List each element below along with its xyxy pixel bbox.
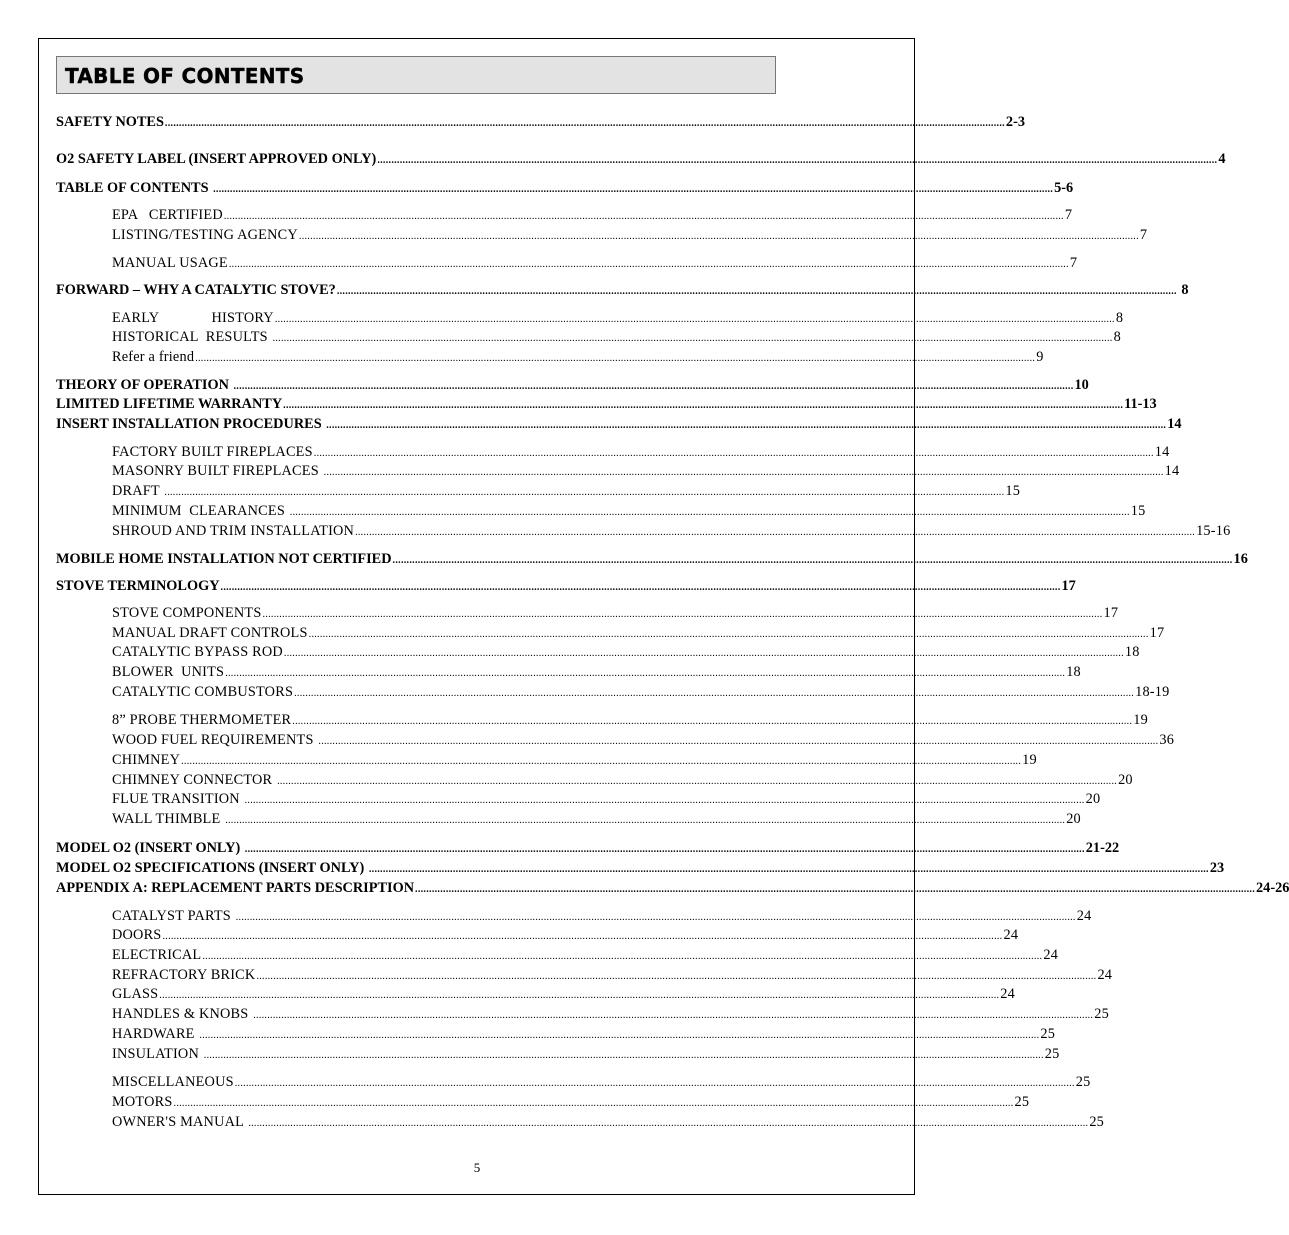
- toc-entry-page: 7: [1139, 227, 1148, 243]
- toc-entry-label: MANUAL DRAFT CONTROLS: [112, 625, 308, 641]
- toc-heading-entry[interactable]: [56, 377, 1089, 394]
- toc-dot-leader: ............................................................................................................................................................................................................................................................................................................: [274, 314, 1115, 325]
- toc-heading-entry[interactable]: [56, 151, 1226, 168]
- toc-entry-page: 15: [1130, 503, 1146, 519]
- toc-entry-page: 19: [1133, 712, 1148, 728]
- toc-sub-entry[interactable]: [112, 463, 1180, 480]
- toc-entry-page: 24: [1043, 947, 1059, 963]
- toc-dot-leader: ............................................................................................................................................................................................................................................................................................................: [228, 259, 1069, 270]
- toc-heading-entry[interactable]: [56, 282, 1189, 299]
- toc-entry-label: HARDWARE: [112, 1026, 199, 1042]
- toc-dot-leader: ............................................................................................................................................................................................................................................................................................................: [262, 609, 1103, 620]
- toc-entry-page: 25: [1014, 1094, 1030, 1110]
- toc-entry-label: CHIMNEY CONNECTOR: [112, 772, 277, 788]
- toc-dot-leader: ............................................................................................................................................................................................................................................................................................................: [159, 990, 1000, 1001]
- toc-entry-label: FLUE TRANSITION: [112, 791, 244, 807]
- toc-entry-label: CHIMNEY: [112, 752, 181, 768]
- toc-dot-leader: ............................................................................................................................................................................................................................................................................................................: [199, 1030, 1040, 1041]
- toc-dot-leader: ............................................................................................................................................................................................................................................................................................................: [323, 467, 1164, 478]
- toc-entry-label: MODEL O2 (INSERT ONLY): [56, 840, 244, 856]
- toc-dot-leader: ............................................................................................................................................................................................................................................................................................................: [244, 844, 1085, 855]
- toc-sub-entry[interactable]: [112, 908, 1092, 925]
- toc-sub-entry[interactable]: [112, 207, 1073, 224]
- toc-entry-page: 18: [1066, 664, 1081, 680]
- toc-entry-label: EPA CERTIFIED: [112, 207, 223, 223]
- toc-entry-page: 2-3: [1005, 114, 1025, 130]
- toc-entry-page: 24-26: [1256, 880, 1289, 896]
- toc-sub-entry[interactable]: [112, 664, 1081, 681]
- toc-entry-page: 25: [1075, 1074, 1091, 1090]
- toc-entry-page: 36: [1159, 732, 1175, 748]
- toc-entry-label: 8” PROBE THERMOMETER: [112, 712, 292, 728]
- toc-entry-label: HANDLES & KNOBS: [112, 1006, 253, 1022]
- toc-entry-label: HISTORICAL RESULTS: [112, 329, 272, 345]
- toc-entry-label: LISTING/TESTING AGENCY: [112, 227, 298, 243]
- toc-entry-label: THEORY OF OPERATION: [56, 377, 233, 393]
- toc-sub-entry[interactable]: [112, 811, 1081, 828]
- toc-dot-leader: ............................................................................................................................................................................................................................................................................................................: [292, 716, 1133, 727]
- toc-entry-label: CATALYTIC BYPASS ROD: [112, 644, 283, 660]
- toc-dot-leader: ............................................................................................................................................................................................................................................................................................................: [326, 420, 1167, 431]
- toc-dot-leader: ............................................................................................................................................................................................................................................................................................................: [298, 231, 1139, 242]
- toc-entry-page: 21-22: [1085, 840, 1120, 856]
- toc-entry-page: 24: [1097, 967, 1113, 983]
- toc-sub-entry[interactable]: [112, 483, 1021, 500]
- toc-sub-entry[interactable]: [112, 255, 1078, 272]
- toc-entry-label: INSERT INSTALLATION PROCEDURES: [56, 416, 326, 432]
- toc-sub-entry[interactable]: [112, 227, 1148, 244]
- toc-entry-page: 14: [1154, 444, 1170, 460]
- toc-entry-label: FORWARD – WHY A CATALYTIC STOVE?: [56, 282, 336, 298]
- toc-dot-leader: ............................................................................................................................................................................................................................................................................................................: [277, 776, 1118, 787]
- toc-dot-leader: ............................................................................................................................................................................................................................................................................................................: [225, 815, 1066, 826]
- toc-sub-entry[interactable]: [112, 605, 1119, 622]
- toc-dot-leader: ............................................................................................................................................................................................................................................................................................................: [355, 527, 1196, 538]
- toc-entry-label: O2 SAFETY LABEL (INSERT APPROVED ONLY): [56, 151, 377, 167]
- toc-dot-leader: ............................................................................................................................................................................................................................................................................................................: [244, 795, 1085, 806]
- toc-entry-page: 17: [1061, 578, 1076, 594]
- toc-entry-label: DOORS: [112, 927, 162, 943]
- toc-sub-entry[interactable]: [112, 444, 1170, 461]
- toc-entry-page: 10: [1074, 377, 1089, 393]
- toc-dot-leader: ............................................................................................................................................................................................................................................................................................................: [283, 400, 1124, 411]
- toc-entry-page: 24: [1076, 908, 1092, 924]
- toc-sub-entry[interactable]: [112, 1006, 1109, 1023]
- toc-entry-page: 24: [1000, 986, 1015, 1002]
- toc-entry-page: 25: [1094, 1006, 1109, 1022]
- toc-dot-leader: ............................................................................................................................................................................................................................................................................................................: [225, 668, 1066, 679]
- toc-entry-page: 20: [1085, 791, 1101, 807]
- toc-entry-label: REFRACTORY BRICK: [112, 967, 256, 983]
- toc-dot-leader: ............................................................................................................................................................................................................................................................................................................: [202, 951, 1043, 962]
- toc-entry-label: BLOWER UNITS: [112, 664, 225, 680]
- toc-dot-leader: ............................................................................................................................................................................................................................................................................................................: [253, 1010, 1094, 1021]
- toc-sub-entry[interactable]: [112, 329, 1121, 346]
- toc-dot-leader: ............................................................................................................................................................................................................................................................................................................: [195, 353, 1036, 364]
- toc-dot-leader: ............................................................................................................................................................................................................................................................................................................: [368, 864, 1209, 875]
- toc-dot-leader: ............................................................................................................................................................................................................................................................................................................: [164, 118, 1005, 129]
- toc-entry-page: 5-6: [1054, 180, 1074, 196]
- toc-dot-leader: ............................................................................................................................................................................................................................................................................................................: [256, 971, 1097, 982]
- toc-dot-leader: ............................................................................................................................................................................................................................................................................................................: [272, 333, 1113, 344]
- toc-entry-label: STOVE COMPONENTS: [112, 605, 262, 621]
- toc-dot-leader: ............................................................................................................................................................................................................................................................................................................: [233, 381, 1074, 392]
- toc-dot-leader: ............................................................................................................................................................................................................................................................................................................: [173, 1098, 1014, 1109]
- toc-dot-leader: ............................................................................................................................................................................................................................................................................................................: [318, 736, 1159, 747]
- toc-dot-leader: ............................................................................................................................................................................................................................................................................................................: [392, 555, 1233, 566]
- toc-sub-entry[interactable]: [112, 732, 1175, 749]
- toc-dot-leader: ............................................................................................................................................................................................................................................................................................................: [213, 184, 1054, 195]
- toc-entry-page: 7: [1064, 207, 1073, 223]
- toc-entry-page: 8: [1115, 310, 1124, 326]
- toc-sub-entry[interactable]: [112, 310, 1124, 327]
- toc-sub-entry[interactable]: [112, 986, 1015, 1003]
- toc-entry-label: LIMITED LIFETIME WARRANTY: [56, 396, 283, 412]
- toc-heading-entry[interactable]: [56, 180, 1074, 197]
- toc-dot-leader: ............................................................................................................................................................................................................................................................................................................: [377, 155, 1218, 166]
- toc-entry-page: 8: [1177, 282, 1189, 298]
- toc-sub-entry[interactable]: [112, 967, 1113, 984]
- toc-entry-label: CATALYTIC COMBUSTORS: [112, 684, 294, 700]
- toc-dot-leader: ............................................................................................................................................................................................................................................................................................................: [164, 487, 1005, 498]
- toc-entry-label: MOBILE HOME INSTALLATION NOT CERTIFIED: [56, 551, 392, 567]
- toc-dot-leader: ............................................................................................................................................................................................................................................................................................................: [415, 884, 1256, 895]
- toc-dot-leader: ............................................................................................................................................................................................................................................................................................................: [235, 912, 1076, 923]
- toc-entry-page: 25: [1044, 1046, 1060, 1062]
- toc-entry-page: 9: [1036, 349, 1044, 365]
- toc-sub-entry[interactable]: [112, 644, 1140, 661]
- toc-sub-entry[interactable]: [112, 712, 1148, 729]
- toc-sub-entry[interactable]: [112, 752, 1037, 769]
- toc-dot-leader: ............................................................................................................................................................................................................................................................................................................: [223, 211, 1064, 222]
- toc-sub-entry[interactable]: [112, 349, 1044, 366]
- toc-dot-leader: ............................................................................................................................................................................................................................................................................................................: [283, 648, 1124, 659]
- toc-heading-entry[interactable]: [56, 880, 1289, 897]
- toc-entry-label: APPENDIX A: REPLACEMENT PARTS DESCRIPTION: [56, 880, 415, 896]
- toc-sub-entry[interactable]: [112, 1046, 1060, 1063]
- toc-entry-label: MODEL O2 SPECIFICATIONS (INSERT ONLY): [56, 860, 368, 876]
- toc-entry-label: INSULATION: [112, 1046, 203, 1062]
- toc-heading-entry[interactable]: [56, 860, 1225, 877]
- toc-sub-entry[interactable]: [112, 947, 1059, 964]
- toc-sub-entry[interactable]: [112, 791, 1101, 808]
- toc-entry-page: 25: [1089, 1114, 1105, 1130]
- toc-entry-page: 14: [1164, 463, 1180, 479]
- toc-heading-entry[interactable]: [56, 114, 1025, 131]
- toc-sub-entry[interactable]: [112, 772, 1133, 789]
- toc-dot-leader: ............................................................................................................................................................................................................................................................................................................: [308, 629, 1149, 640]
- toc-entry-page: 16: [1233, 551, 1248, 567]
- toc-entry-label: FACTORY BUILT FIREPLACES: [112, 444, 313, 460]
- toc-entry-page: 7: [1069, 255, 1078, 271]
- toc-dot-leader: ............................................................................................................................................................................................................................................................................................................: [181, 756, 1022, 767]
- toc-entry-page: 4: [1218, 151, 1226, 167]
- toc-entry-label: MISCELLANEOUS: [112, 1074, 234, 1090]
- toc-sub-entry[interactable]: [112, 523, 1231, 540]
- toc-sub-entry[interactable]: [112, 625, 1165, 642]
- toc-sub-entry[interactable]: [112, 1094, 1030, 1111]
- toc-entry-page: 8: [1113, 329, 1121, 345]
- toc-entry-label: WALL THIMBLE: [112, 811, 225, 827]
- toc-entry-page: 20: [1118, 772, 1133, 788]
- toc-entry-label: OWNER'S MANUAL: [112, 1114, 248, 1130]
- toc-entry-page: 20: [1066, 811, 1081, 827]
- toc-entry-page: 15: [1005, 483, 1021, 499]
- toc-entry-label: GLASS: [112, 986, 159, 1002]
- toc-dot-leader: ............................................................................................................................................................................................................................................................................................................: [294, 688, 1135, 699]
- toc-entry-page: 24: [1003, 927, 1019, 943]
- toc-entry-page: 18: [1124, 644, 1140, 660]
- toc-sub-entry[interactable]: [112, 1114, 1105, 1131]
- toc-entry-label: MASONRY BUILT FIREPLACES: [112, 463, 323, 479]
- toc-entry-label: WOOD FUEL REQUIREMENTS: [112, 732, 318, 748]
- toc-sub-entry[interactable]: [112, 1026, 1056, 1043]
- toc-entry-label: MINIMUM CLEARANCES: [112, 503, 289, 519]
- toc-dot-leader: ............................................................................................................................................................................................................................................................................................................: [234, 1078, 1075, 1089]
- toc-entry-label: ELECTRICAL: [112, 947, 202, 963]
- toc-entry-page: 23: [1209, 860, 1225, 876]
- toc-sub-entry[interactable]: [112, 1074, 1091, 1091]
- page-title: TABLE OF CONTENTS: [65, 64, 305, 88]
- toc-entry-page: 25: [1040, 1026, 1056, 1042]
- title-banner: [56, 56, 776, 94]
- toc-entry-page: 15-16: [1196, 523, 1231, 539]
- toc-heading-entry[interactable]: [56, 396, 1157, 413]
- toc-entry-label: MANUAL USAGE: [112, 255, 228, 271]
- toc-entry-label: SAFETY NOTES: [56, 114, 164, 130]
- toc-dot-leader: ............................................................................................................................................................................................................................................................................................................: [313, 448, 1154, 459]
- toc-dot-leader: ............................................................................................................................................................................................................................................................................................................: [248, 1118, 1089, 1129]
- toc-entry-page: 11-13: [1124, 396, 1157, 412]
- toc-entry-label: Refer a friend: [112, 349, 195, 365]
- toc-dot-leader: ............................................................................................................................................................................................................................................................................................................: [162, 931, 1003, 942]
- toc-entry-page: 19: [1022, 752, 1037, 768]
- page-number: 5: [473, 1160, 481, 1175]
- toc-heading-entry[interactable]: [56, 551, 1248, 568]
- toc-dot-leader: ............................................................................................................................................................................................................................................................................................................: [289, 507, 1130, 518]
- toc-entry-label: CATALYST PARTS: [112, 908, 235, 924]
- toc-entry-label: EARLY HISTORY: [112, 310, 274, 326]
- toc-entry-label: STOVE TERMINOLOGY: [56, 578, 220, 594]
- toc-dot-leader: ............................................................................................................................................................................................................................................................................................................: [203, 1050, 1044, 1061]
- toc-entry-page: 17: [1149, 625, 1165, 641]
- toc-entry-label: SHROUD AND TRIM INSTALLATION: [112, 523, 355, 539]
- toc-entry-page: 17: [1103, 605, 1119, 621]
- toc-entry-label: TABLE OF CONTENTS: [56, 180, 213, 196]
- toc-heading-entry[interactable]: [56, 578, 1076, 595]
- toc-sub-entry[interactable]: [112, 684, 1170, 701]
- toc-dot-leader: ............................................................................................................................................................................................................................................................................................................: [220, 582, 1061, 593]
- toc-sub-entry[interactable]: [112, 503, 1146, 520]
- toc-entry-page: 18-19: [1135, 684, 1170, 700]
- toc-dot-leader: ............................................................................................................................................................................................................................................................................................................: [336, 286, 1177, 297]
- toc-heading-entry[interactable]: [56, 840, 1120, 857]
- toc-entry-label: MOTORS: [112, 1094, 173, 1110]
- toc-entry-page: 14: [1167, 416, 1182, 432]
- toc-entry-label: DRAFT: [112, 483, 164, 499]
- toc-heading-entry[interactable]: [56, 416, 1182, 433]
- toc-sub-entry[interactable]: [112, 927, 1019, 944]
